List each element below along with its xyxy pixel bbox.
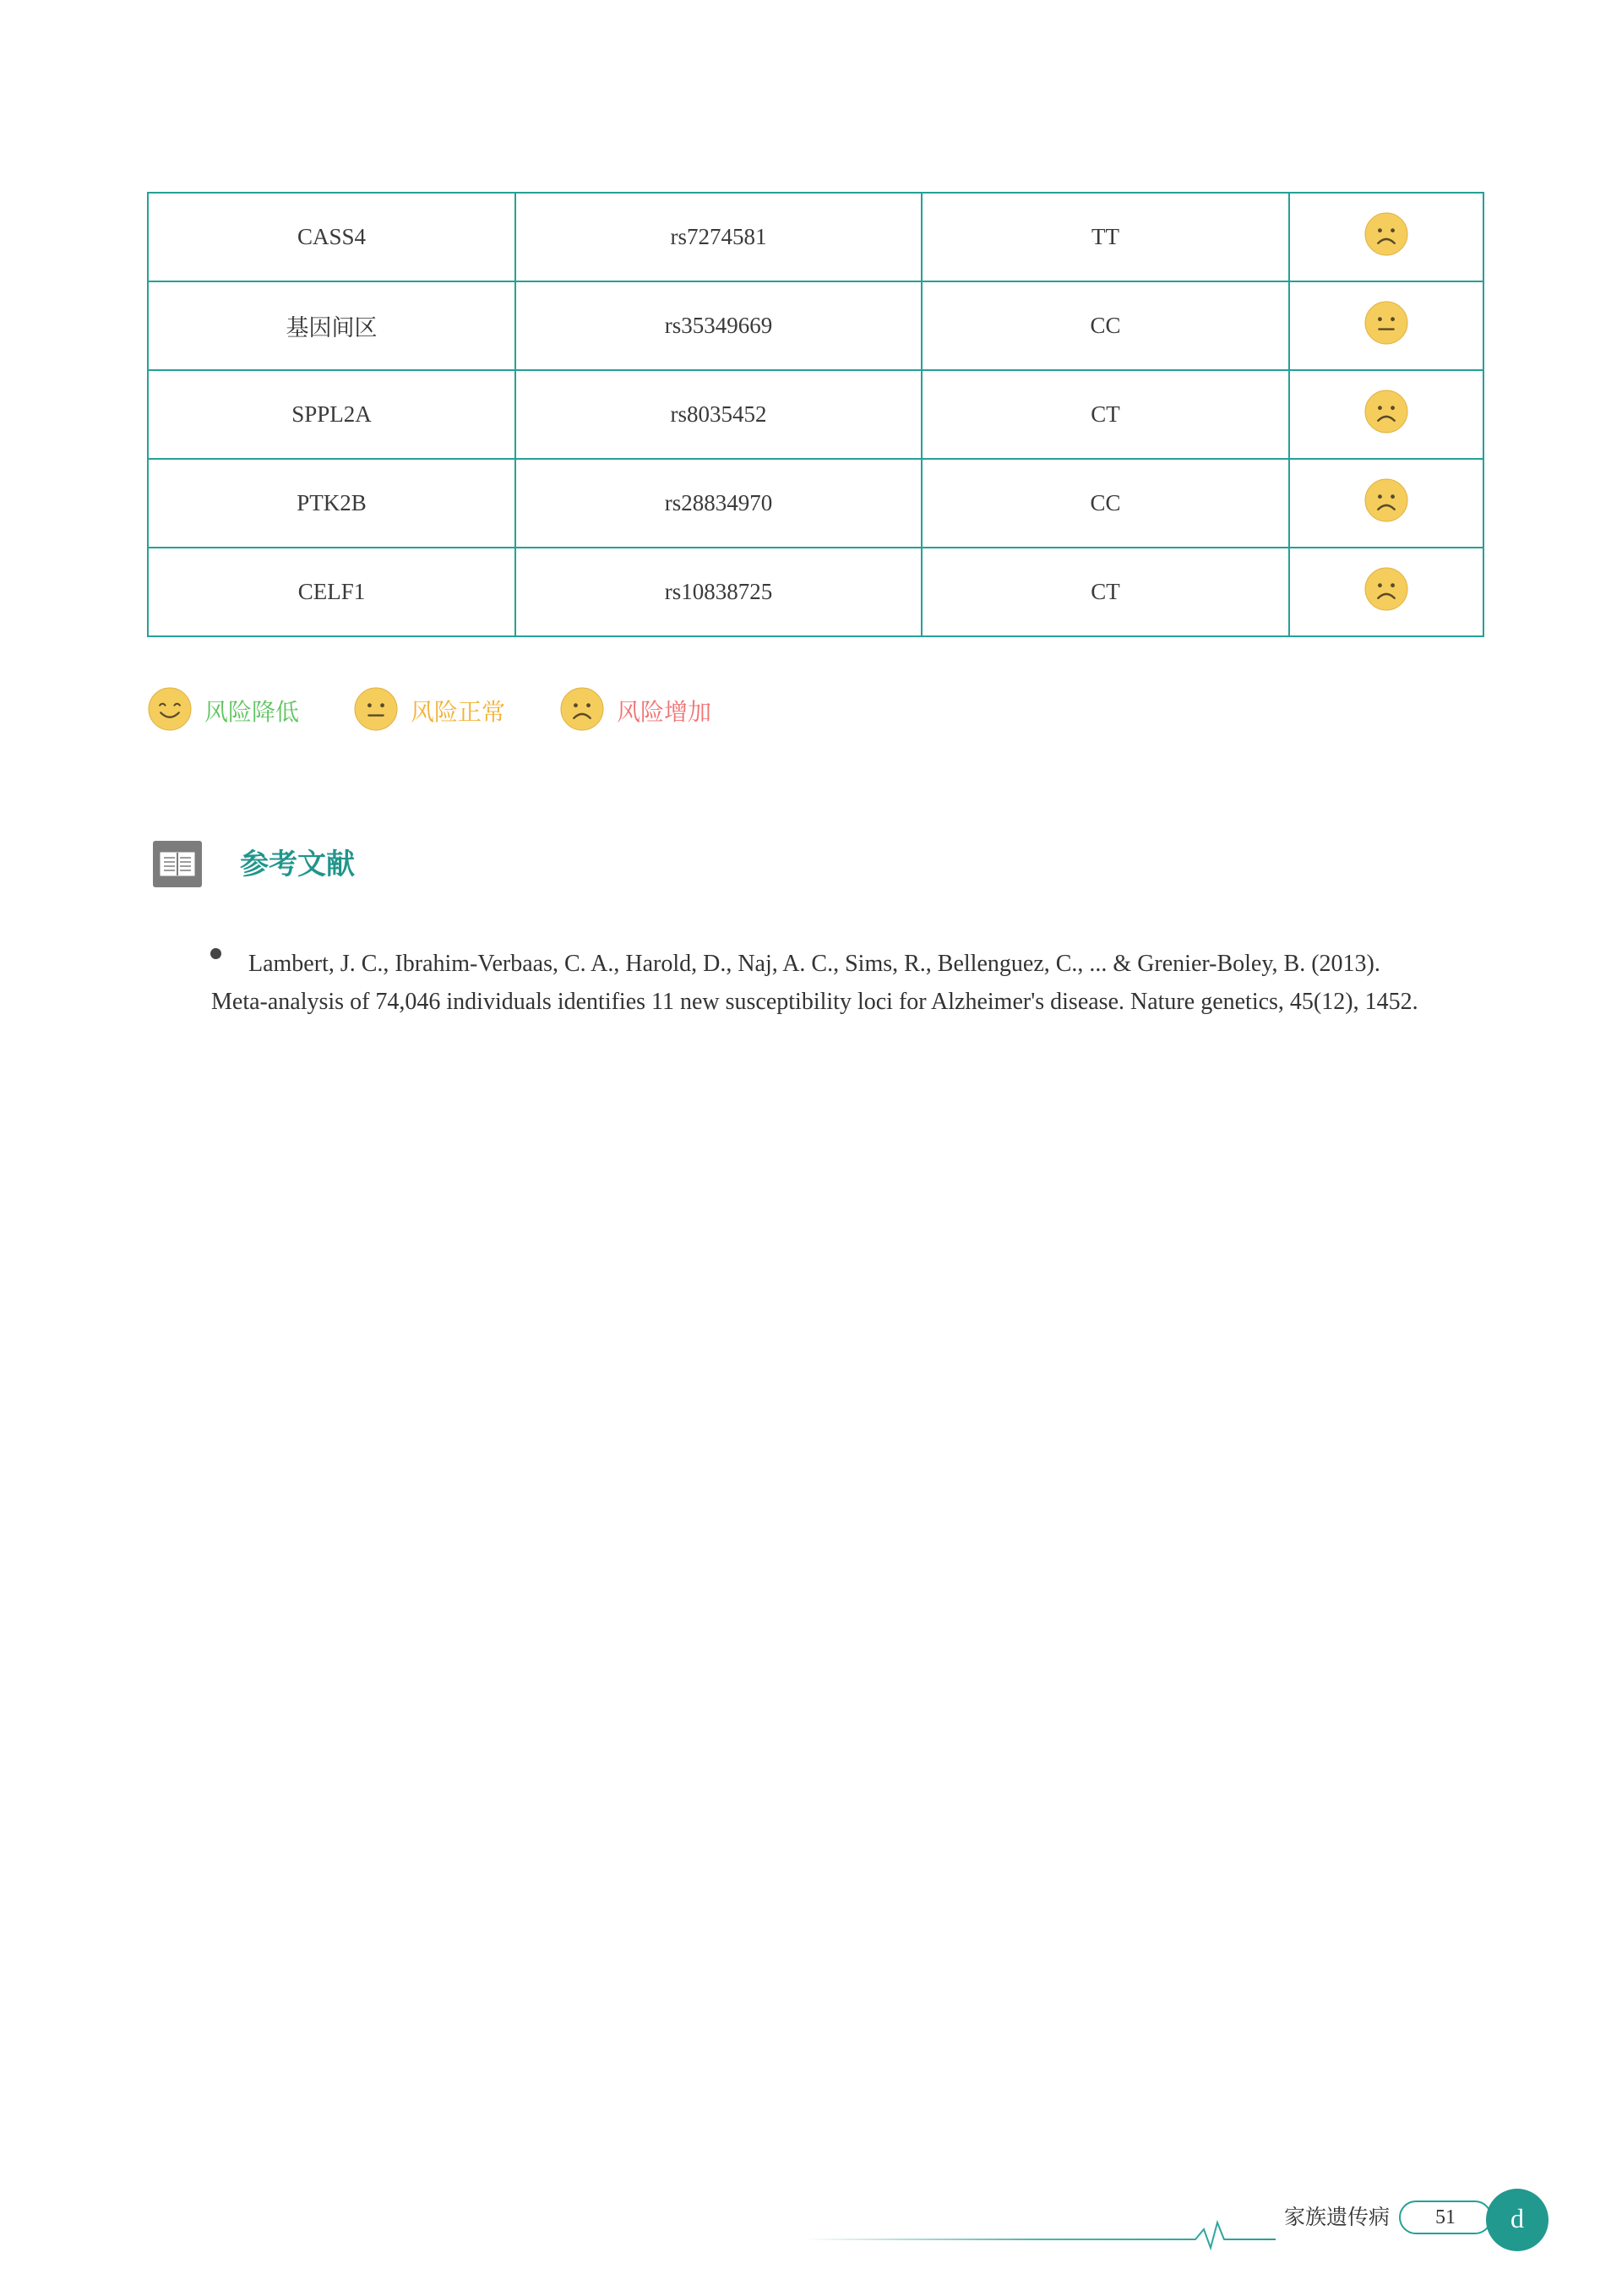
neutral-face-icon [353, 686, 399, 736]
snp-cell: rs7274581 [515, 193, 922, 281]
risk-cell [1289, 370, 1483, 459]
gene-cell: CASS4 [148, 193, 515, 281]
table-row [148, 548, 1483, 636]
references-title: 参考文献 [240, 848, 355, 881]
frown-face-icon [1363, 389, 1409, 440]
reference-line: Lambert, J. C., Ibrahim-Verbaas, C. A., Harold, D., Naj, A. C., Sims, R., Bellenguez, C., ... & Grenier-Boley, B. (2013). [248, 951, 1380, 977]
frown-face-icon [1363, 211, 1409, 263]
book-icon [153, 841, 202, 887]
reference-line: Meta-analysis of 74,046 individuals identifies 11 new susceptibility loci for Alzheimer's disease. Nature genetics, 45(12), 1452. [211, 989, 1418, 1015]
table-row [148, 459, 1483, 548]
risk-cell [1289, 459, 1483, 548]
footer-title: 家族遗传病 [1284, 2205, 1391, 2229]
frown-face-icon [1363, 477, 1409, 529]
genotype-cell: TT [922, 193, 1289, 281]
snp-cell: rs8035452 [515, 370, 922, 459]
legend-item-decreased [147, 687, 299, 734]
legend-item-normal [353, 687, 505, 734]
table-row [148, 370, 1483, 459]
risk-cell [1289, 193, 1483, 281]
genotype-cell: CT [922, 370, 1289, 459]
gene-cell: SPPL2A [148, 370, 515, 459]
genotype-cell: CT [922, 548, 1289, 636]
table-body [148, 193, 1483, 636]
legend-item-increased [559, 687, 711, 734]
snp-cell: rs28834970 [515, 459, 922, 548]
snp-cell: rs10838725 [515, 548, 922, 636]
table-row [148, 193, 1483, 281]
gene-cell: CELF1 [148, 548, 515, 636]
risk-legend [147, 687, 823, 734]
frown-face-icon [1363, 566, 1409, 618]
snp-cell: rs35349669 [515, 281, 922, 370]
genotype-cell: CC [922, 459, 1289, 548]
genotype-table [147, 192, 1484, 637]
legend-label: 风险降低 [204, 698, 300, 726]
page-badge: d [1486, 2189, 1549, 2251]
page-number: 51 [1399, 2201, 1492, 2234]
heartbeat-line-icon [803, 2214, 1293, 2253]
table-row [148, 281, 1483, 370]
legend-label: 风险增加 [617, 698, 712, 726]
genotype-cell: CC [922, 281, 1289, 370]
risk-cell [1289, 281, 1483, 370]
risk-cell [1289, 548, 1483, 636]
smile-face-icon [147, 686, 193, 736]
frown-face-icon [559, 686, 605, 736]
gene-cell: PTK2B [148, 459, 515, 548]
gene-cell: 基因间区 [148, 281, 515, 370]
legend-label: 风险正常 [411, 698, 506, 726]
neutral-face-icon [1363, 300, 1409, 352]
reference-item [211, 945, 1529, 1021]
